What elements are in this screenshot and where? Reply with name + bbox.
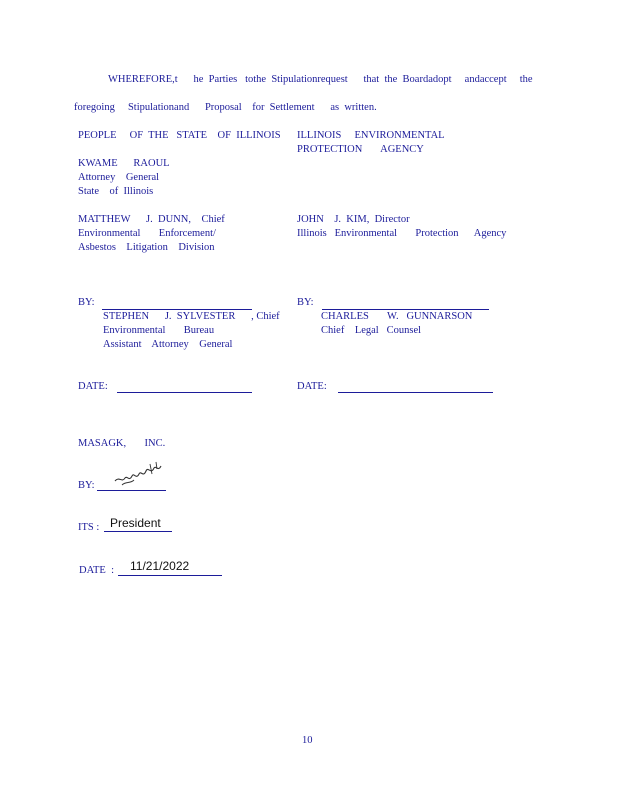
left-official2-title-2: Asbestos Litigation Division <box>78 242 215 253</box>
respondent-its-value[interactable]: President <box>110 516 161 530</box>
handwritten-signature <box>112 457 166 489</box>
paragraph-line-1: WHEREFORE,t he Parties tothe Stipulationrequest that the Boardadopt andaccept the <box>108 74 533 85</box>
left-signer-title-2: Assistant Attorney General <box>103 339 233 350</box>
respondent-its-line <box>104 531 172 532</box>
page-number: 10 <box>302 735 313 746</box>
respondent-date-line <box>118 575 222 576</box>
right-by-label: BY: <box>297 297 314 308</box>
right-official-title: Illinois Environmental Protection Agency <box>297 228 507 239</box>
right-party-name-2: PROTECTION AGENCY <box>297 144 424 155</box>
right-signer-name: CHARLES W. GUNNARSON <box>321 311 473 322</box>
respondent-date-label: DATE : <box>79 565 114 576</box>
left-party-name: PEOPLE OF THE STATE OF ILLINOIS <box>78 130 281 141</box>
left-official-name: KWAME RAOUL <box>78 158 170 169</box>
left-official2-title-1: Environmental Enforcement/ <box>78 228 216 239</box>
respondent-name: MASAGK, INC. <box>78 438 166 449</box>
left-official-title-1: Attorney General <box>78 172 160 183</box>
left-date-line[interactable] <box>117 392 252 393</box>
left-official-title-2: State of Illinois <box>78 186 154 197</box>
respondent-signature-line[interactable] <box>97 490 166 491</box>
left-by-label: BY: <box>78 297 95 308</box>
left-official2-name: MATTHEW J. DUNN, Chief <box>78 214 225 225</box>
right-party-name-1: ILLINOIS ENVIRONMENTAL <box>297 130 445 141</box>
respondent-date-value[interactable]: 11/21/2022 <box>130 559 190 573</box>
left-signer-title-1: Environmental Bureau <box>103 325 215 336</box>
respondent-its-label: ITS : <box>78 522 100 533</box>
left-date-label: DATE: <box>78 381 108 392</box>
left-signer-name: STEPHEN J. SYLVESTER , Chief <box>103 311 280 322</box>
right-official-name: JOHN J. KIM, Director <box>297 214 410 225</box>
respondent-by-label: BY: <box>78 480 95 491</box>
right-date-line[interactable] <box>338 392 493 393</box>
paragraph-line-2: foregoing Stipulationand Proposal for Settlement as written. <box>74 102 377 113</box>
right-signer-title: Chief Legal Counsel <box>321 325 422 336</box>
right-date-label: DATE: <box>297 381 327 392</box>
